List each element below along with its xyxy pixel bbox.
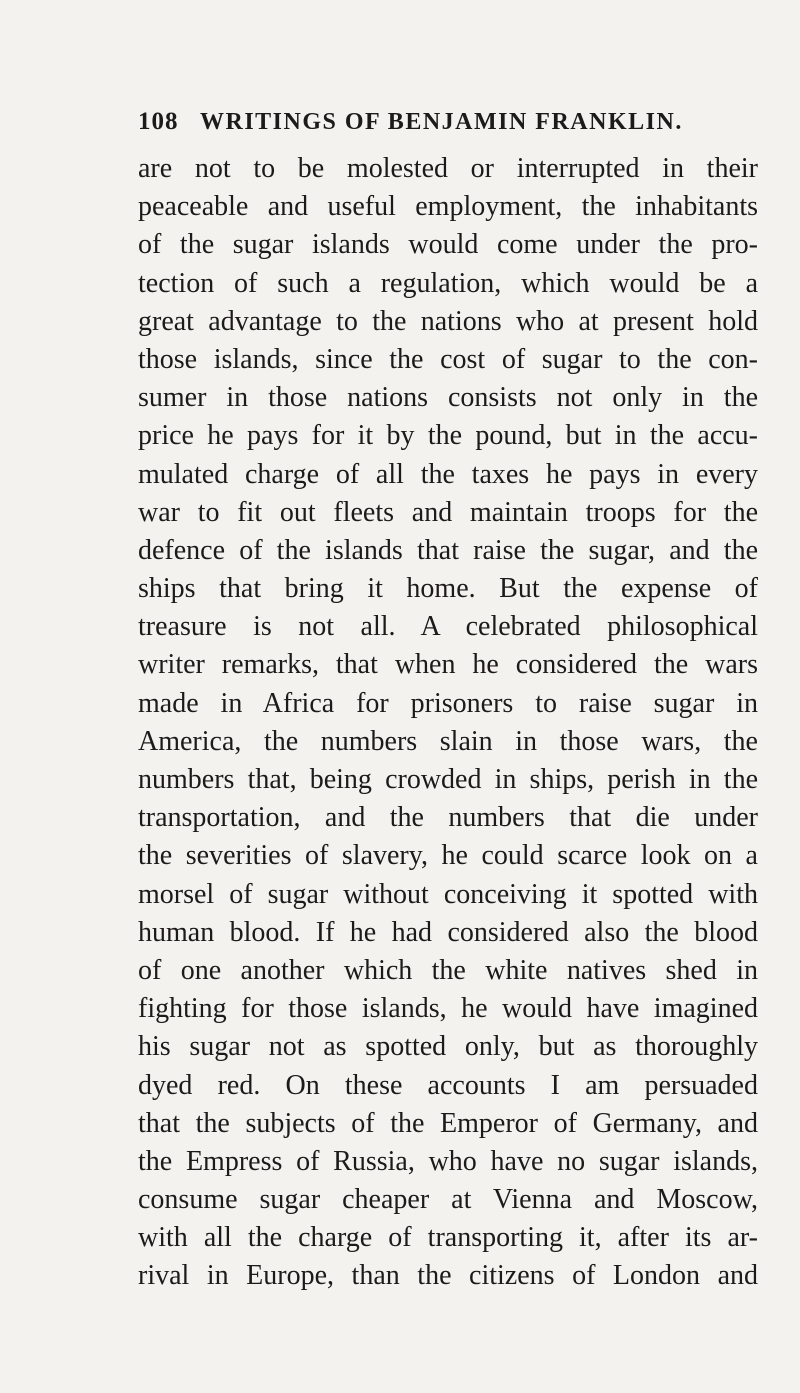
text-line: war to fit out fleets and maintain troops for the [138, 496, 758, 528]
text-line: the severities of slavery, he could scarce look on a [138, 840, 758, 872]
body-text [138, 150, 758, 1296]
text-line: are not to be molested or interrupted in their [138, 153, 758, 184]
text-line: fighting for those islands, he would have imagined [138, 993, 758, 1025]
text-line: human blood. If he had considered also the blood [138, 916, 758, 948]
text-line: those islands, since the cost of sugar to the con- [138, 343, 758, 375]
text-line: of one another which the white natives shed in [138, 954, 758, 986]
text-line: tection of such a regulation, which would be a [138, 267, 758, 299]
text-line: sumer in those nations consists not only in the [138, 382, 758, 414]
text-line: that the subjects of the Emperor of Germany, and [138, 1107, 758, 1139]
text-line: transportation, and the numbers that die under [138, 802, 758, 834]
text-line: writer remarks, that when he considered the wars [138, 649, 758, 681]
text-line: peaceable and useful employment, the inhabitants [138, 191, 758, 223]
running-head: WRITINGS OF BENJAMIN FRANKLIN. [200, 108, 683, 135]
text-line: defence of the islands that raise the sugar, and the [138, 534, 758, 566]
text-line: treasure is not all. A celebrated philosophical [138, 611, 758, 643]
text-line: made in Africa for prisoners to raise sugar in [138, 687, 758, 719]
text-line: price he pays for it by the pound, but in the accu- [138, 420, 758, 452]
text-line: mulated charge of all the taxes he pays in every [138, 458, 758, 490]
text-line: ships that bring it home. But the expense of [138, 573, 758, 605]
text-line: America, the numbers slain in those wars, the [138, 725, 758, 757]
page-number: 108 [138, 108, 179, 135]
text-line: consume sugar cheaper at Vienna and Moscow, [138, 1184, 758, 1216]
text-line: the Empress of Russia, who have no sugar islands, [138, 1145, 758, 1177]
page-header [138, 106, 688, 138]
text-line: numbers that, being crowded in ships, perish in the [138, 764, 758, 795]
text-line: great advantage to the nations who at present hold [138, 305, 758, 337]
text-line: with all the charge of transporting it, after its ar- [138, 1222, 758, 1254]
text-line: his sugar not as spotted only, but as thoroughly [138, 1031, 758, 1063]
text-line: morsel of sugar without conceiving it spotted with [138, 878, 758, 910]
text-line: of the sugar islands would come under the pro- [138, 229, 758, 261]
text-line: rival in Europe, than the citizens of London and [138, 1260, 758, 1292]
text-line: dyed red. On these accounts I am persuaded [138, 1069, 758, 1101]
